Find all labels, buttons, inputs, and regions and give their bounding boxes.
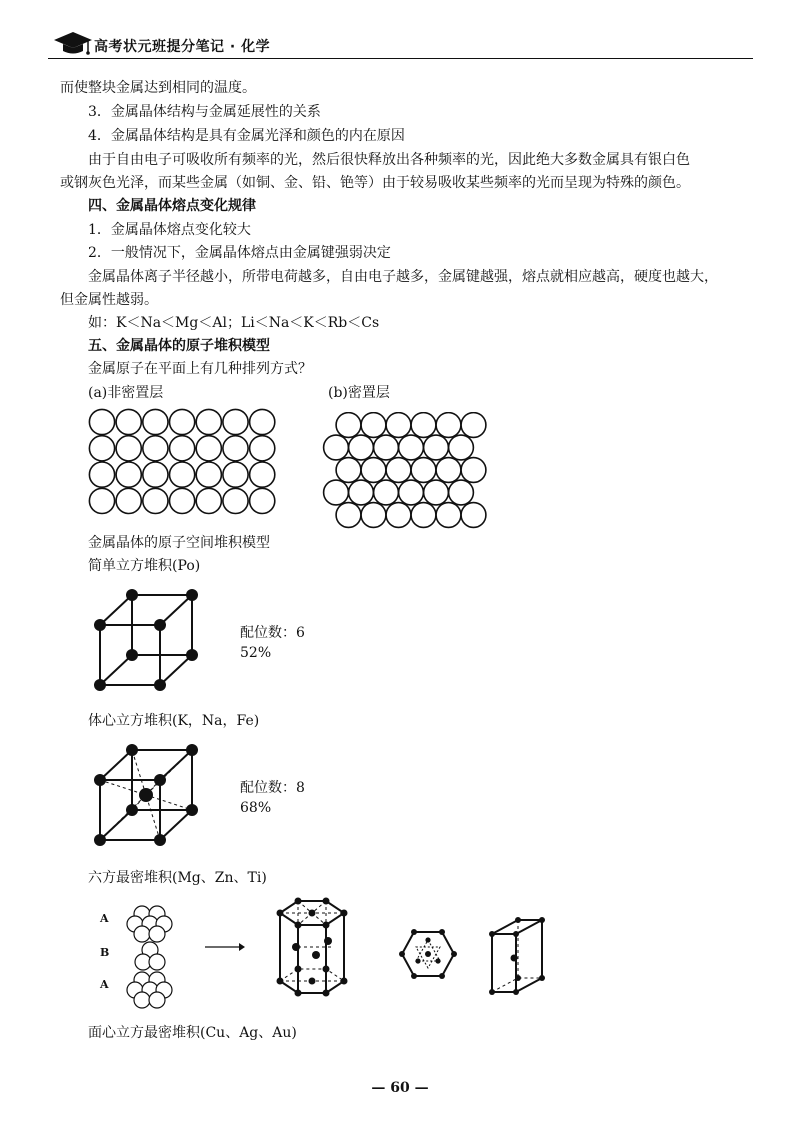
atom-circle bbox=[250, 409, 275, 434]
text-line: 由于自由电子可吸收所有频率的光，然后很快释放出各种频率的光，因此绝大多数金属具有银白色 bbox=[88, 152, 690, 168]
layer-label-a: (a)非密置层 bbox=[88, 385, 164, 401]
atom-circle bbox=[196, 488, 221, 513]
atom-circle bbox=[324, 435, 349, 460]
atom-circle bbox=[386, 503, 411, 528]
atom-circle bbox=[449, 480, 474, 505]
atom-circle bbox=[116, 462, 141, 487]
atom-circle bbox=[143, 409, 168, 434]
atom-circle bbox=[461, 458, 486, 483]
atom-circle bbox=[223, 409, 248, 434]
atom-circle bbox=[89, 488, 114, 513]
hcp-top-view-diagram bbox=[398, 928, 458, 980]
layer-label-b: (b)密置层 bbox=[328, 385, 390, 401]
atom-circle bbox=[399, 435, 424, 460]
atom-circle bbox=[361, 503, 386, 528]
hcp-primitive-cell-diagram bbox=[486, 912, 552, 998]
hcp-layer-label: A bbox=[100, 912, 109, 925]
atom-circle bbox=[223, 462, 248, 487]
non-close-packed-layer-diagram bbox=[88, 408, 283, 515]
atom-circle bbox=[386, 458, 411, 483]
atom-circle bbox=[89, 462, 114, 487]
atom-circle bbox=[143, 488, 168, 513]
hcp-layer-label: B bbox=[100, 946, 110, 959]
text-line: 1．金属晶体熔点变化较大 bbox=[88, 222, 251, 238]
atom-circle bbox=[324, 480, 349, 505]
section-heading: 四、金属晶体熔点变化规律 bbox=[88, 198, 256, 214]
text-line: 3．金属晶体结构与金属延展性的关系 bbox=[88, 104, 321, 120]
atom-circle bbox=[336, 458, 361, 483]
text-line: 如：K＜Na＜Mg＜Al；Li＜Na＜K＜Rb＜Cs bbox=[88, 315, 380, 331]
close-packed-layer-diagram bbox=[322, 412, 492, 532]
section-heading: 五、金属晶体的原子堆积模型 bbox=[88, 338, 270, 354]
atom-circle bbox=[374, 480, 399, 505]
atom-circle bbox=[411, 458, 436, 483]
atom-circle bbox=[89, 436, 114, 461]
atom-circle bbox=[116, 409, 141, 434]
atom-circle bbox=[361, 458, 386, 483]
text-line: 4．金属晶体结构是具有金属光泽和颜色的内在原因 bbox=[88, 128, 405, 144]
text-line: 金属晶体离子半径越小，所带电荷越多，自由电子越多，金属键越强，熔点就相应越高，硬度也越大， bbox=[88, 269, 718, 285]
atom-circle bbox=[89, 409, 114, 434]
atom-circle bbox=[196, 436, 221, 461]
atom-circle bbox=[250, 436, 275, 461]
header-title: 高考状元班提分笔记 · 化学 bbox=[94, 39, 271, 55]
atom-circle bbox=[250, 488, 275, 513]
bcc-title: 体心立方堆积(K，Na，Fe) bbox=[88, 713, 260, 729]
hcp-aba-layers-diagram bbox=[122, 900, 182, 1015]
text-line: 金属原子在平面上有几种排列方式？ bbox=[88, 361, 312, 377]
atom-circle bbox=[223, 436, 248, 461]
header-rule bbox=[48, 58, 753, 59]
atom-circle bbox=[436, 503, 461, 528]
atom-circle bbox=[461, 413, 486, 438]
hcp-title: 六方最密堆积(Mg、Zn、Ti) bbox=[88, 870, 267, 886]
bcc-diagram bbox=[90, 740, 210, 850]
atom-circle bbox=[361, 413, 386, 438]
atom-circle bbox=[196, 409, 221, 434]
simple-cubic-diagram bbox=[90, 585, 210, 695]
text-line: 但金属性越弱。 bbox=[60, 292, 158, 308]
atom-circle bbox=[349, 435, 374, 460]
page-number: — 60 — bbox=[371, 1080, 429, 1096]
atom-circle bbox=[386, 413, 411, 438]
atom-circle bbox=[411, 413, 436, 438]
atom-circle bbox=[461, 503, 486, 528]
arrow-right-icon bbox=[205, 940, 245, 954]
text-line: 2．一般情况下，金属晶体熔点由金属键强弱决定 bbox=[88, 245, 391, 261]
simple-cubic-packing: 52% bbox=[240, 645, 272, 661]
hcp-layer-label: A bbox=[100, 978, 109, 991]
atom-circle bbox=[411, 503, 436, 528]
space-model-title: 金属晶体的原子空间堆积模型 bbox=[88, 535, 270, 551]
atom-circle bbox=[336, 413, 361, 438]
atom-circle bbox=[170, 488, 195, 513]
atom-circle bbox=[374, 435, 399, 460]
text-line: 或钢灰色光泽，而某些金属（如铜、金、铅、铯等）由于较易吸收某些频率的光而呈现为特殊的颜色。 bbox=[60, 175, 690, 191]
atom-circle bbox=[336, 503, 361, 528]
atom-circle bbox=[143, 462, 168, 487]
atom-circle bbox=[399, 480, 424, 505]
atom-circle bbox=[223, 488, 248, 513]
hcp-unit-cell-diagram bbox=[268, 895, 358, 1007]
bcc-coordination: 配位数：8 bbox=[240, 780, 305, 796]
atom-circle bbox=[449, 435, 474, 460]
atom-circle bbox=[143, 436, 168, 461]
simple-cubic-coordination: 配位数：6 bbox=[240, 625, 305, 641]
fcc-title: 面心立方最密堆积(Cu、Ag、Au) bbox=[88, 1025, 297, 1041]
atom-circle bbox=[250, 462, 275, 487]
atom-circle bbox=[349, 480, 374, 505]
text-line: 而使整块金属达到相同的温度。 bbox=[60, 80, 256, 96]
atom-circle bbox=[424, 480, 449, 505]
atom-circle bbox=[116, 436, 141, 461]
atom-circle bbox=[170, 462, 195, 487]
atom-circle bbox=[116, 488, 141, 513]
graduation-cap-icon bbox=[52, 28, 94, 58]
simple-cubic-title: 简单立方堆积(Po) bbox=[88, 558, 201, 574]
atom-circle bbox=[170, 409, 195, 434]
bcc-packing: 68% bbox=[240, 800, 272, 816]
atom-circle bbox=[170, 436, 195, 461]
atom-circle bbox=[436, 458, 461, 483]
atom-circle bbox=[424, 435, 449, 460]
atom-circle bbox=[196, 462, 221, 487]
atom-circle bbox=[436, 413, 461, 438]
